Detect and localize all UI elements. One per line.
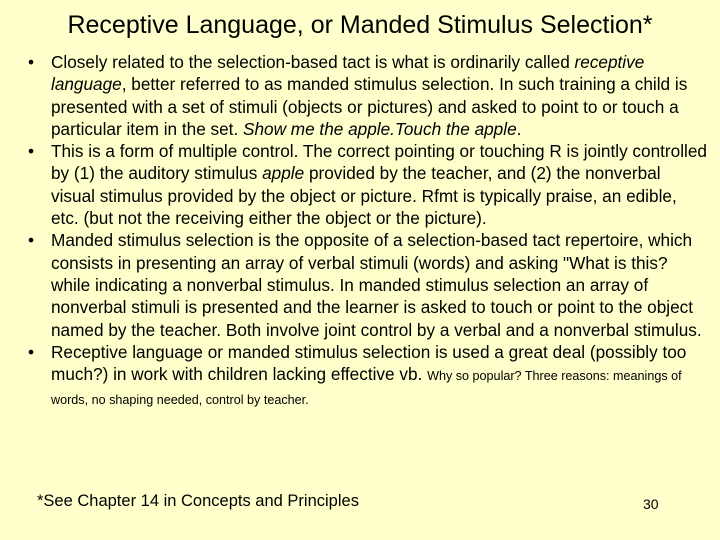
bullet-item — [28, 341, 708, 412]
bullet-item — [28, 229, 708, 340]
bullet-text: This is a form of multiple control. The correct pointing or touching R is jointly controlled by (1) the auditory stimulus — [51, 141, 707, 184]
bullet-marker: • — [28, 230, 35, 251]
bullet-marker: • — [28, 341, 35, 362]
bullet-item — [28, 51, 708, 140]
italic-term: receptive language — [51, 52, 645, 95]
footnote: *See Chapter 14 in Concepts and Principles — [37, 492, 359, 510]
italic-example: Show me the apple.Touch the apple — [243, 118, 517, 139]
bullet-text: Manded stimulus selection is the opposite of a selection-based tact repertoire, which consists in presenting an array of verbal stimuli (words) and asking "What is this? while indicating a nonverbal stimulus. In manded stimulus selection an array of nonverbal stimuli is presented and the learner is asked to touch or point to the object named by the teacher. Both involve joint control by a verbal and a nonverbal stimulus. — [51, 230, 702, 340]
bullet-text: , better referred to as manded stimulus selection. In such training a child is presented with a set of stimuli (objects or pictures) and asked to point to or touch a particular item in the set. — [51, 74, 688, 139]
bullet-item — [28, 140, 708, 229]
bullet-marker: • — [28, 52, 35, 72]
bullet-text: provided by the teacher, and (2) the nonverbal visual stimulus provided by the object or picture. Rfmt is typically praise, an edible, etc. (but not the receiving either the object or the picture). — [51, 163, 677, 229]
page-number: 30 — [643, 496, 659, 512]
small-note: Why so popular? Three reasons: meanings of words, no shaping needed, control by teacher. — [51, 369, 682, 408]
bullet-text: Receptive language or manded stimulus selection is used a great deal (possibly too much?) in work with children lacking effective vb. — [51, 341, 687, 385]
slide-title: Receptive Language, or Manded Stimulus Selection* — [67, 11, 653, 39]
bullet-text: Closely related to the selection-based tact is what is ordinarily called — [51, 52, 575, 72]
bullet-marker: • — [28, 141, 35, 162]
bullet-text: . — [516, 118, 522, 139]
bullet-list — [28, 51, 708, 412]
italic-term: apple — [262, 163, 305, 184]
